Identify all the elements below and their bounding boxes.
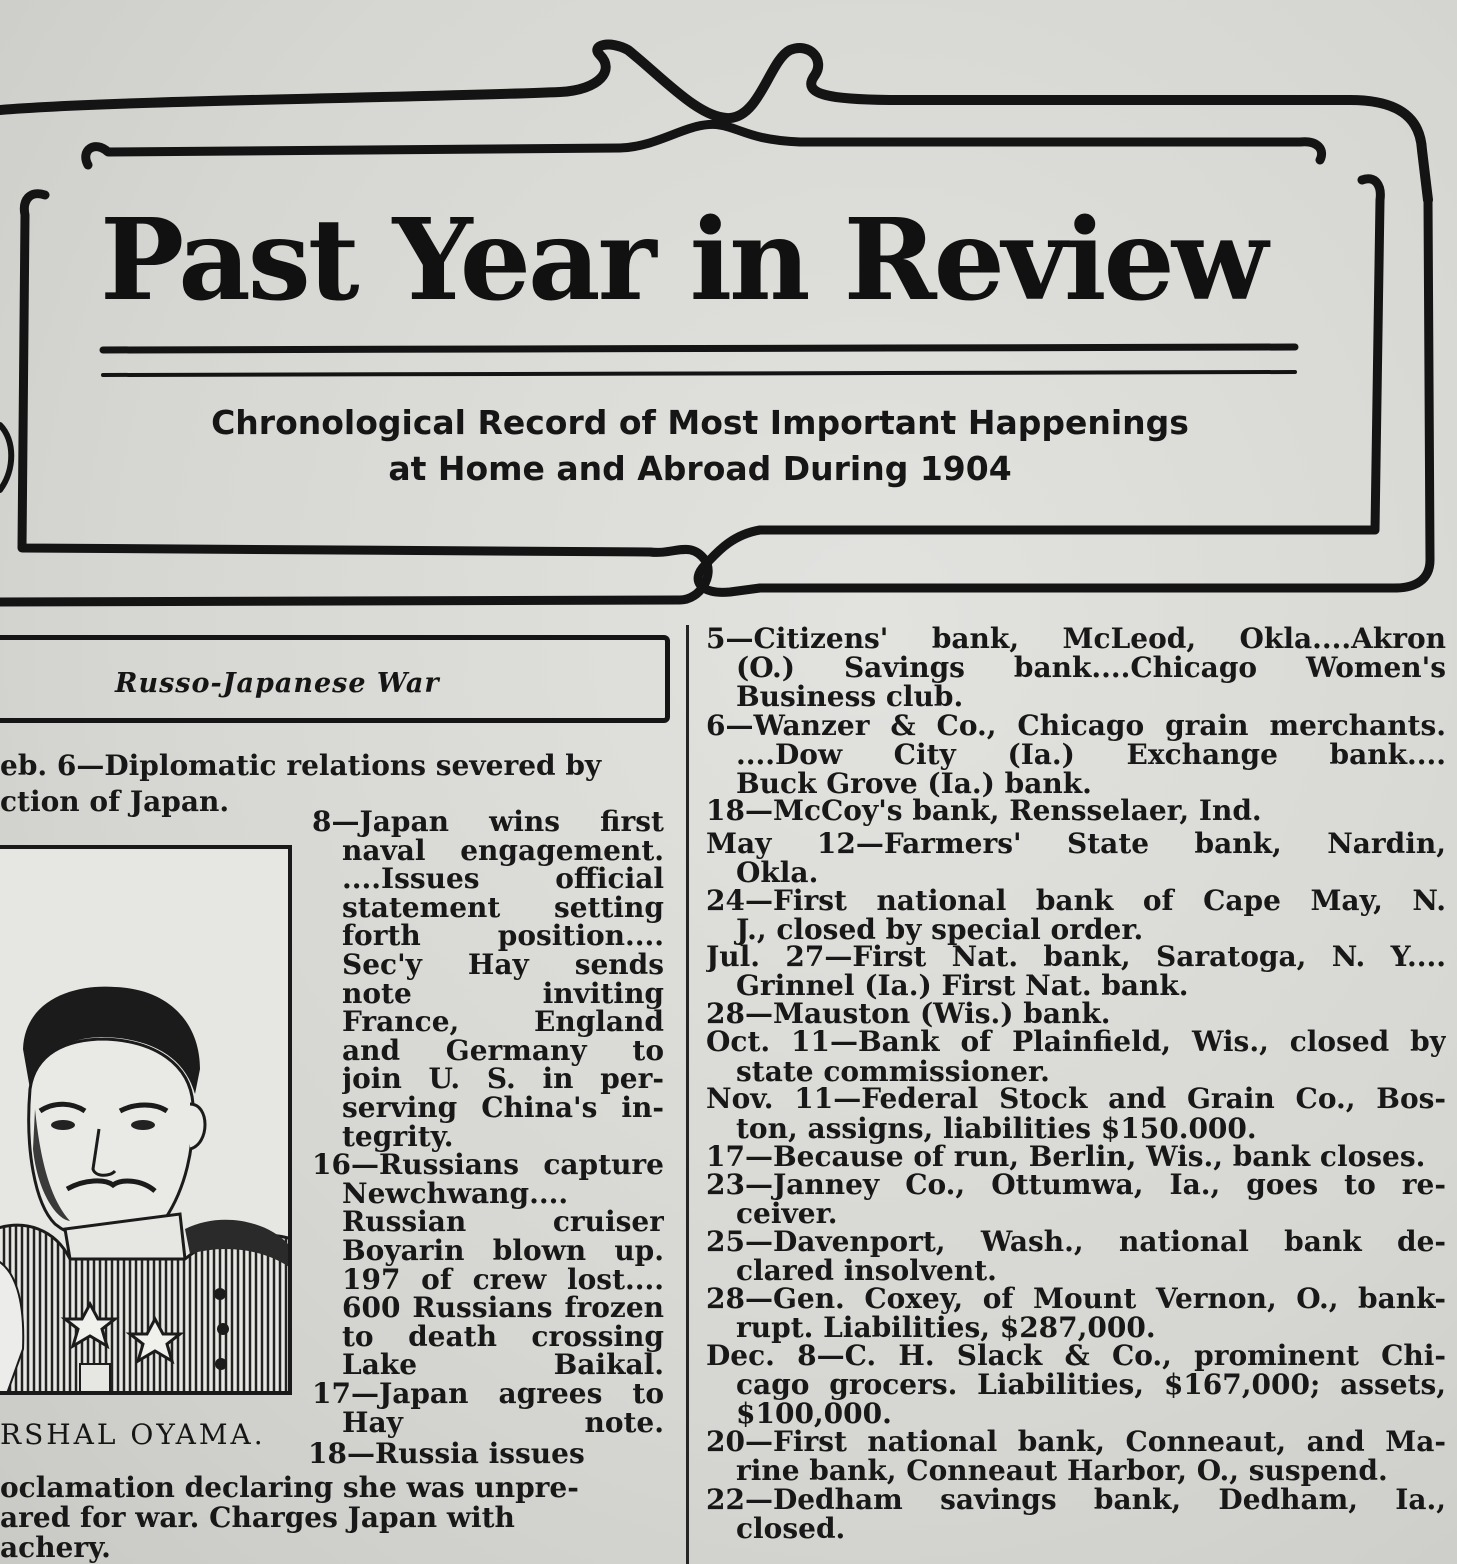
article-line: ton, assigns, liabilities $150.000.: [736, 1112, 1257, 1145]
article-line: 25—Davenport, Wash., national bank de-: [706, 1228, 1446, 1258]
article-line: join U. S. in per-: [342, 1065, 664, 1096]
article-line: Hay note.: [342, 1408, 664, 1439]
article-line: May 12—Farmers' State bank, Nardin,: [706, 830, 1446, 860]
article-line: ared for war. Charges Japan with: [0, 1501, 515, 1534]
article-line: statement setting: [342, 893, 664, 924]
article-line: Okla.: [736, 856, 819, 889]
article-line: 17—Japan agrees to: [312, 1380, 664, 1410]
article-line: Newchwang....: [342, 1179, 569, 1210]
subtitle-line-1: Chronological Record of Most Important Happenings: [211, 403, 1189, 442]
article-line: state commissioner.: [736, 1055, 1050, 1088]
article-line: Lake Baikal.: [342, 1351, 664, 1382]
article-line: 5—Citizens' bank, McLeod, Okla....Akron: [706, 625, 1446, 655]
article-line: tegrity.: [342, 1122, 454, 1153]
article-line: ceiver.: [736, 1197, 838, 1230]
article-line: 18—Russia issues: [308, 1437, 585, 1470]
article-line: France, England: [342, 1008, 664, 1039]
article-line: Grinnel (Ia.) First Nat. bank.: [736, 969, 1189, 1002]
portrait-illustration: [0, 845, 292, 1395]
article-line: ....Issues official: [342, 865, 664, 896]
article-line: rine bank, Conneaut Harbor, O., suspend.: [736, 1454, 1388, 1487]
article-line: Buck Grove (Ia.) bank.: [736, 767, 1092, 800]
article-line: Oct. 11—Bank of Plainfield, Wis., closed by: [706, 1028, 1446, 1058]
general-portrait-image: [0, 849, 292, 1395]
article-line: forth position....: [342, 922, 664, 953]
article-line: oclamation declaring she was unpre-: [0, 1471, 579, 1504]
article-line: $100,000.: [736, 1397, 892, 1430]
article-line: to death crossing: [342, 1322, 664, 1353]
article-line: ction of Japan.: [0, 785, 230, 818]
article-line: 197 of crew lost....: [342, 1265, 664, 1296]
article-line: 24—First national bank of Cape May, N.: [706, 887, 1446, 917]
article-line: 28—Mauston (Wis.) bank.: [706, 997, 1111, 1030]
article-line: rupt. Liabilities, $287,000.: [736, 1311, 1156, 1344]
article-line: 17—Because of run, Berlin, Wis., bank closes.: [706, 1140, 1426, 1173]
article-line: cago grocers. Liabilities, $167,000; assets,: [736, 1371, 1446, 1401]
article-line: Dec. 8—C. H. Slack & Co., prominent Chi-: [706, 1342, 1446, 1372]
article-line: note inviting: [342, 979, 664, 1010]
page-title: Past Year in Review: [100, 195, 1266, 326]
article-line: 18—McCoy's bank, Rensselaer, Ind.: [706, 794, 1262, 827]
article-line: 6—Wanzer & Co., Chicago grain merchants.: [706, 712, 1446, 742]
article-line: 28—Gen. Coxey, of Mount Vernon, O., bank-: [706, 1285, 1446, 1315]
article-line: J., closed by special order.: [736, 913, 1144, 946]
article-line: 20—First national bank, Conneaut, and Ma-: [706, 1428, 1446, 1458]
article-line: Sec'y Hay sends: [342, 951, 664, 981]
article-line: Boyarin blown up.: [342, 1237, 664, 1267]
article-line: Jul. 27—First Nat. bank, Saratoga, N. Y....: [706, 943, 1446, 973]
article-line: 23—Janney Co., Ottumwa, Ia., goes to re-: [706, 1171, 1446, 1201]
article-line: naval engagement.: [342, 836, 664, 867]
article-line: 8—Japan wins first: [312, 808, 664, 838]
article-line: Russian cruiser: [342, 1208, 664, 1239]
article-line: ....Dow City (Ia.) Exchange bank....: [736, 741, 1446, 771]
article-line: Nov. 11—Federal Stock and Grain Co., Bos-: [706, 1085, 1446, 1115]
article-line: achery.: [0, 1531, 111, 1564]
article-line: and Germany to: [342, 1036, 664, 1067]
article-line: 22—Dedham savings bank, Dedham, Ia.,: [706, 1486, 1446, 1516]
article-line: eb. 6—Diplomatic relations severed by: [0, 749, 602, 782]
article-line: clared insolvent.: [736, 1254, 997, 1287]
portrait-caption: RSHAL OYAMA.: [0, 1418, 266, 1451]
article-line: (O.) Savings bank....Chicago Women's: [736, 654, 1446, 684]
section-title: Russo-Japanese War: [115, 668, 440, 699]
article-line: 16—Russians capture: [312, 1151, 664, 1182]
page-subtitle: [90, 400, 1310, 492]
article-line: closed.: [736, 1512, 846, 1545]
article-line: 600 Russians frozen: [342, 1294, 664, 1325]
article-line: serving China's in-: [342, 1094, 664, 1124]
column-divider: [686, 625, 689, 1564]
article-line: Business club.: [736, 680, 964, 713]
subtitle-line-2: at Home and Abroad During 1904: [388, 449, 1012, 488]
